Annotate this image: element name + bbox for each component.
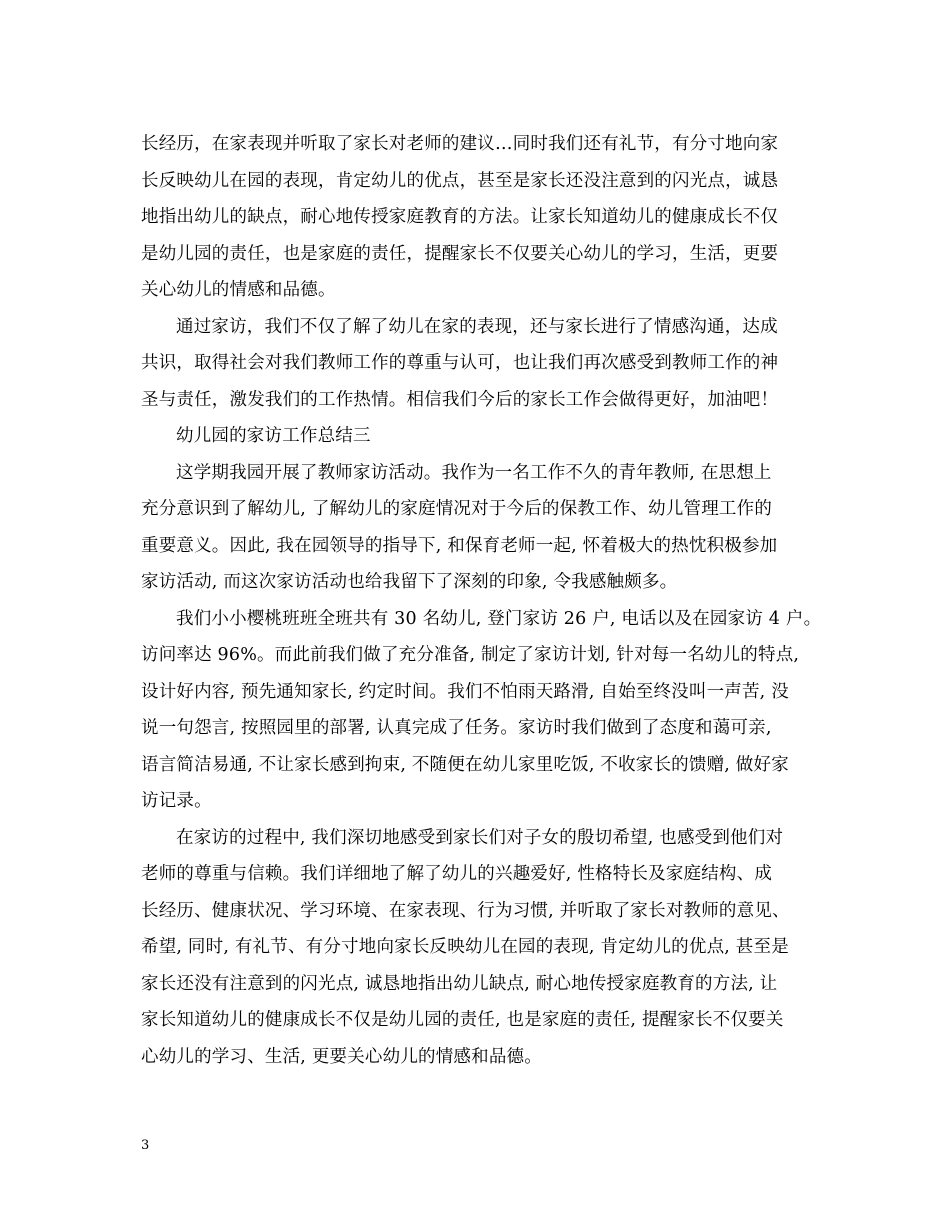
text-line: 关心幼儿的情感和品德。 (141, 280, 336, 300)
text-line: 这学期我园开展了教师家访活动。我作为一名工作不久的青年教师, 在思想上 (176, 462, 772, 483)
text-line: 访问率达 96%。而此前我们做了充分准备, 制定了家访计划, 针对每一名幼儿的特点, (141, 645, 800, 665)
text-line: 设计好内容, 预先通知家长, 约定时间。我们不怕雨天路滑, 自始至终没叫一声苦, 没 (141, 681, 789, 702)
text-line: 访记录。 (141, 791, 212, 811)
text-line: 我们小小樱桃班班全班共有 30 名幼儿, 登门家访 26 户, 电话以及在园家访 4 户。 (176, 608, 822, 629)
text-line: 老师的尊重与信赖。我们详细地了解了幼儿的兴趣爱好, 性格特长及家庭结构、成 (141, 864, 773, 884)
text-line: 地指出幼儿的缺点，耐心地传授家庭教育的方法。让家长知道幼儿的健康成长不仅 (141, 207, 779, 227)
text-line: 长反映幼儿在园的表现，肯定幼儿的优点，甚至是家长还没注意到的闪光点，诚恳 (141, 170, 779, 191)
text-line: 长经历、健康状况、学习环境、在家表现、行为习惯, 并听取了家长对教师的意见、 (141, 900, 790, 921)
text-line: 是幼儿园的责任，也是家庭的责任，提醒家长不仅要关心幼儿的学习，生活，更要 (141, 243, 779, 264)
text-line: 圣与责任，激发我们的工作热情。相信我们今后的家长工作会做得更好，加油吧！ (141, 389, 779, 410)
page-number: 3 (141, 1138, 150, 1153)
document-body (141, 126, 822, 1075)
text-line: 家长还没有注意到的闪光点, 诚恳地指出幼儿缺点, 耐心地传授家庭教育的方法, 让 (141, 973, 778, 994)
text-line: 充分意识到了解幼儿, 了解幼儿的家庭情况对于今后的保教工作、幼儿管理工作的 (141, 499, 773, 519)
text-line: 在家访的过程中, 我们深切地感受到家长们对子女的殷切希望, 也感受到他们对 (176, 827, 784, 848)
text-line: 重要意义。因此, 我在园领导的指导下, 和保育老师一起, 怀着极大的热忱积极参加 (141, 535, 778, 556)
text-line: 幼儿园的家访工作总结三 (176, 426, 371, 446)
text-line: 共识，取得社会对我们教师工作的尊重与认可，也让我们再次感受到教师工作的神 (141, 353, 779, 373)
text-line: 家长知道幼儿的健康成长不仅是幼儿园的责任, 也是家庭的责任, 提醒家长不仅要关 (141, 1010, 784, 1030)
text-line: 通过家访，我们不仅了解了幼儿在家的表现，还与家长进行了情感沟通，达成 (176, 316, 778, 337)
text-line: 希望, 同时, 有礼节、有分寸地向家长反映幼儿在园的表现, 肯定幼儿的优点, 甚至是 (141, 937, 789, 957)
text-line: 家访活动, 而这次家访活动也给我留下了深刻的印象, 令我感触颇多。 (141, 572, 678, 592)
text-line: 心幼儿的学习、生活, 更要关心幼儿的情感和品德。 (141, 1046, 542, 1067)
text-line: 语言简洁易通, 不让家长感到拘束, 不随便在幼儿家里吃饭, 不收家长的馈赠, 做好家 (141, 754, 789, 775)
text-line: 说一句怨言, 按照园里的部署, 认真完成了任务。家访时我们做到了态度和蔼可亲, (141, 718, 772, 738)
text-line: 长经历，在家表现并听取了家长对老师的建议…同时我们还有礼节，有分寸地向家 (141, 134, 779, 154)
